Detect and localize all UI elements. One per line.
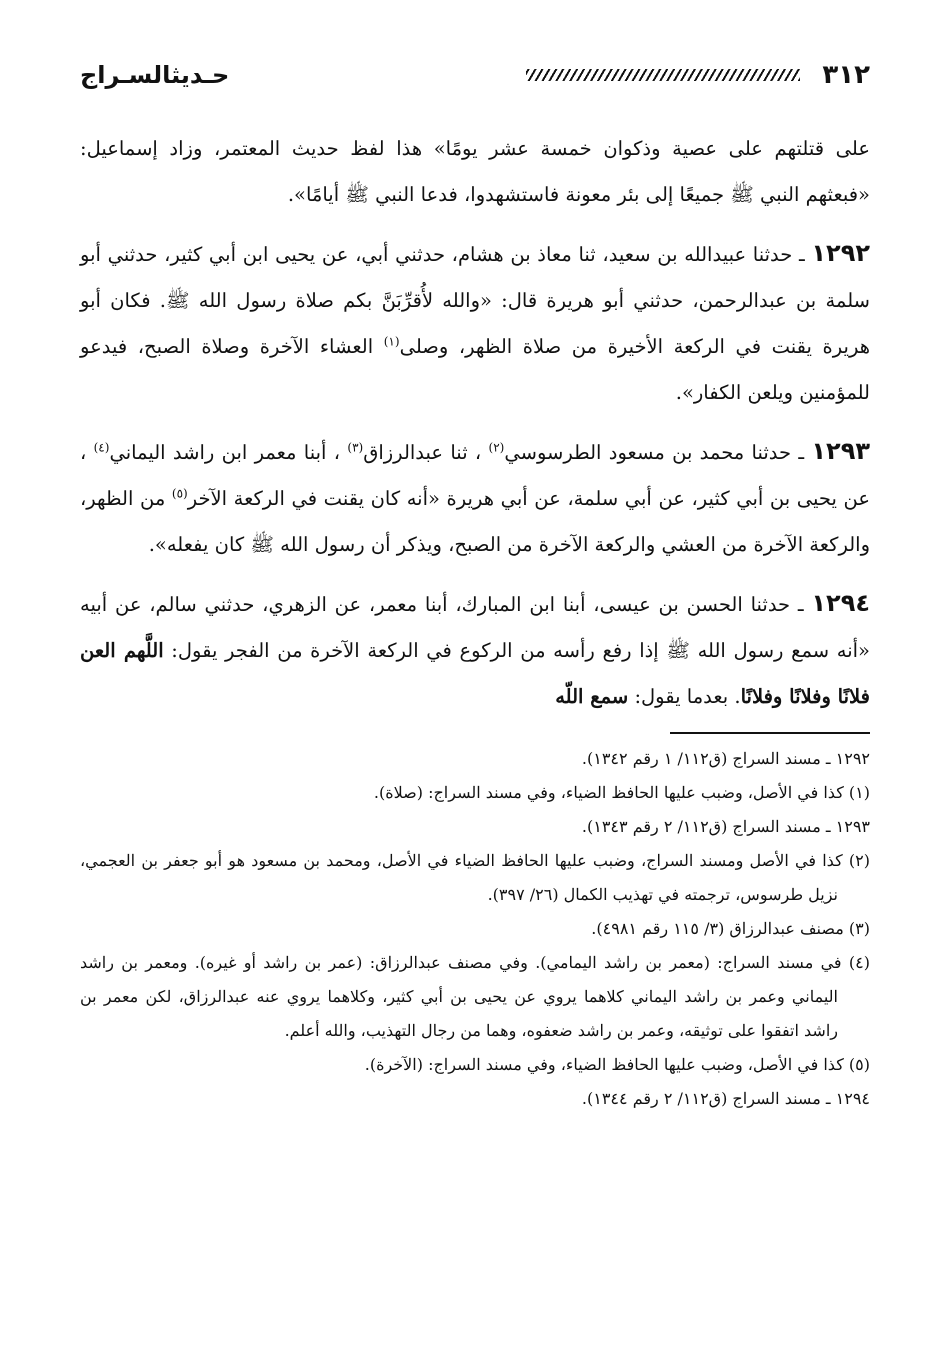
hadith-text: ـ حدثنا عبيدالله بن سعيد، ثنا معاذ بن هشام، حدثني أبي، عن يحيى ابن أبي كثير، حدثني أبو سلمة بن عبدالرحمن، حدثني أبو هريرة قال: «والله لأُقرِّبَنَّ بكم صلاة رسول الله ﷺ. فكان أبو هريرة يقنت في الركعة الأخيرة من صلاة الظهر، وصلى (80, 243, 870, 358)
continuation-paragraph: على قتلتهم على عصية وذكوان خمسة عشر يومًا» هذا لفظ حديث المعتمر، وزاد إسماعيل: «فبعثهم النبي ﷺ جميعًا إلى بئر معونة فاستشهدوا، فدعا النبي ﷺ أيامًا». (80, 137, 870, 206)
footnote-separator (670, 732, 870, 734)
hadith-text: ، ثنا عبدالرزاق (363, 441, 489, 464)
hadith-number: ١٢٩٤ (811, 589, 870, 617)
page-header (80, 50, 870, 100)
hadith-1293 (80, 428, 870, 568)
emphasized-phrase: اللَّهم العن فلانًا وفلانًا وفلانًا (80, 639, 870, 708)
footnote-ref[interactable]: (١) (383, 334, 400, 349)
footnote: (٣) مصنف عبدالرزاق (٣/ ١١٥ رقم ٤٩٨١). (591, 919, 870, 938)
hadith-text: ـ حدثنا الحسن بن عيسى، أبنا ابن المبارك، أبنا معمر، عن الزهري، حدثني سالم، عن أبيه «أنه سمع رسول الله ﷺ إذا رفع رأسه من الركوع في الركعة الآخرة من الفجر يقول: (80, 593, 870, 662)
footnote-source: ١٢٩٢ ـ مسند السراج (ق١١٢/ ١ رقم ١٣٤٢). (581, 749, 870, 768)
book-page (80, 50, 870, 1320)
page-number: ٣١٢ (822, 60, 870, 90)
hadith-text: ، عن يحيى بن أبي كثير، عن أبي سلمة، عن أبي هريرة «أنه كان يقنت في الركعة الآخر (80, 441, 870, 510)
footnote-source: ١٢٩٤ ـ مسند السراج (ق١١٢/ ٢ رقم ١٣٤٤). (581, 1089, 870, 1108)
emphasized-phrase: سمع اللّه (555, 685, 629, 708)
footnote-ref[interactable]: (٢) (488, 440, 505, 455)
footnote: (٤) في مسند السراج: (معمر بن راشد اليمامي). وفي مصنف عبدالرزاق: (عمر بن راشد أو غيره). ومعمر بن راشد اليماني وعمر بن راشد اليماني كلاهما يروي عن يحيى بن أبي كثير، وكلاهما يروي عنه عبدالرزاق، لكن معمر بن راشد اتفقوا على توثيقه، وعمر بن راشد ضعفوه، وهما من رجال التهذيب، والله أعلم. (80, 953, 871, 1040)
hadith-1294 (80, 580, 870, 720)
running-title: حـديثالسـراج (79, 61, 230, 89)
hadith-text: من الظهر، والركعة الآخرة من العشي والركعة الآخرة من الصبح، ويذكر أن رسول الله ﷺ كان يفعله». (80, 487, 870, 556)
footnote: (٢) كذا في الأصل ومسند السراج، وضبب عليها الحافظ الضياء في الأصل، ومحمد بن مسعود هو أبو جعفر بن العجمي، نزيل طرسوس، ترجمته في تهذيب الكمال (٢٦/ ٣٩٧). (80, 851, 870, 904)
main-text (80, 126, 870, 720)
footnote-ref[interactable]: (٤) (93, 440, 110, 455)
footnote: (٥) كذا في الأصل، وضبب عليها الحافظ الضياء، وفي مسند السراج: (الآخرة). (364, 1055, 870, 1074)
hadith-text: العشاء الآخرة وصلاة الصبح، فيدعو للمؤمنين ويلعن الكفار». (80, 335, 870, 404)
footnote-ref[interactable]: (٣) (347, 440, 364, 455)
header-ornament (526, 69, 801, 81)
footnote: (١) كذا في الأصل، وضبب عليها الحافظ الضياء، وفي مسند السراج: (صلاة). (373, 783, 870, 802)
hadith-number: ١٢٩٣ (811, 437, 870, 465)
hadith-1292 (80, 230, 870, 416)
hadith-text: ـ حدثنا محمد بن مسعود الطرسوسي (504, 441, 812, 464)
hadith-text: ، أبنا معمر ابن راشد اليماني (109, 441, 348, 464)
hadith-text: . بعدما يقول: (628, 685, 741, 708)
hadith-number: ١٢٩٢ (811, 239, 870, 267)
footnote-source: ١٢٩٣ ـ مسند السراج (ق١١٢/ ٢ رقم ١٣٤٣). (581, 817, 870, 836)
footnote-ref[interactable]: (٥) (171, 486, 188, 501)
footnotes (80, 742, 870, 1116)
